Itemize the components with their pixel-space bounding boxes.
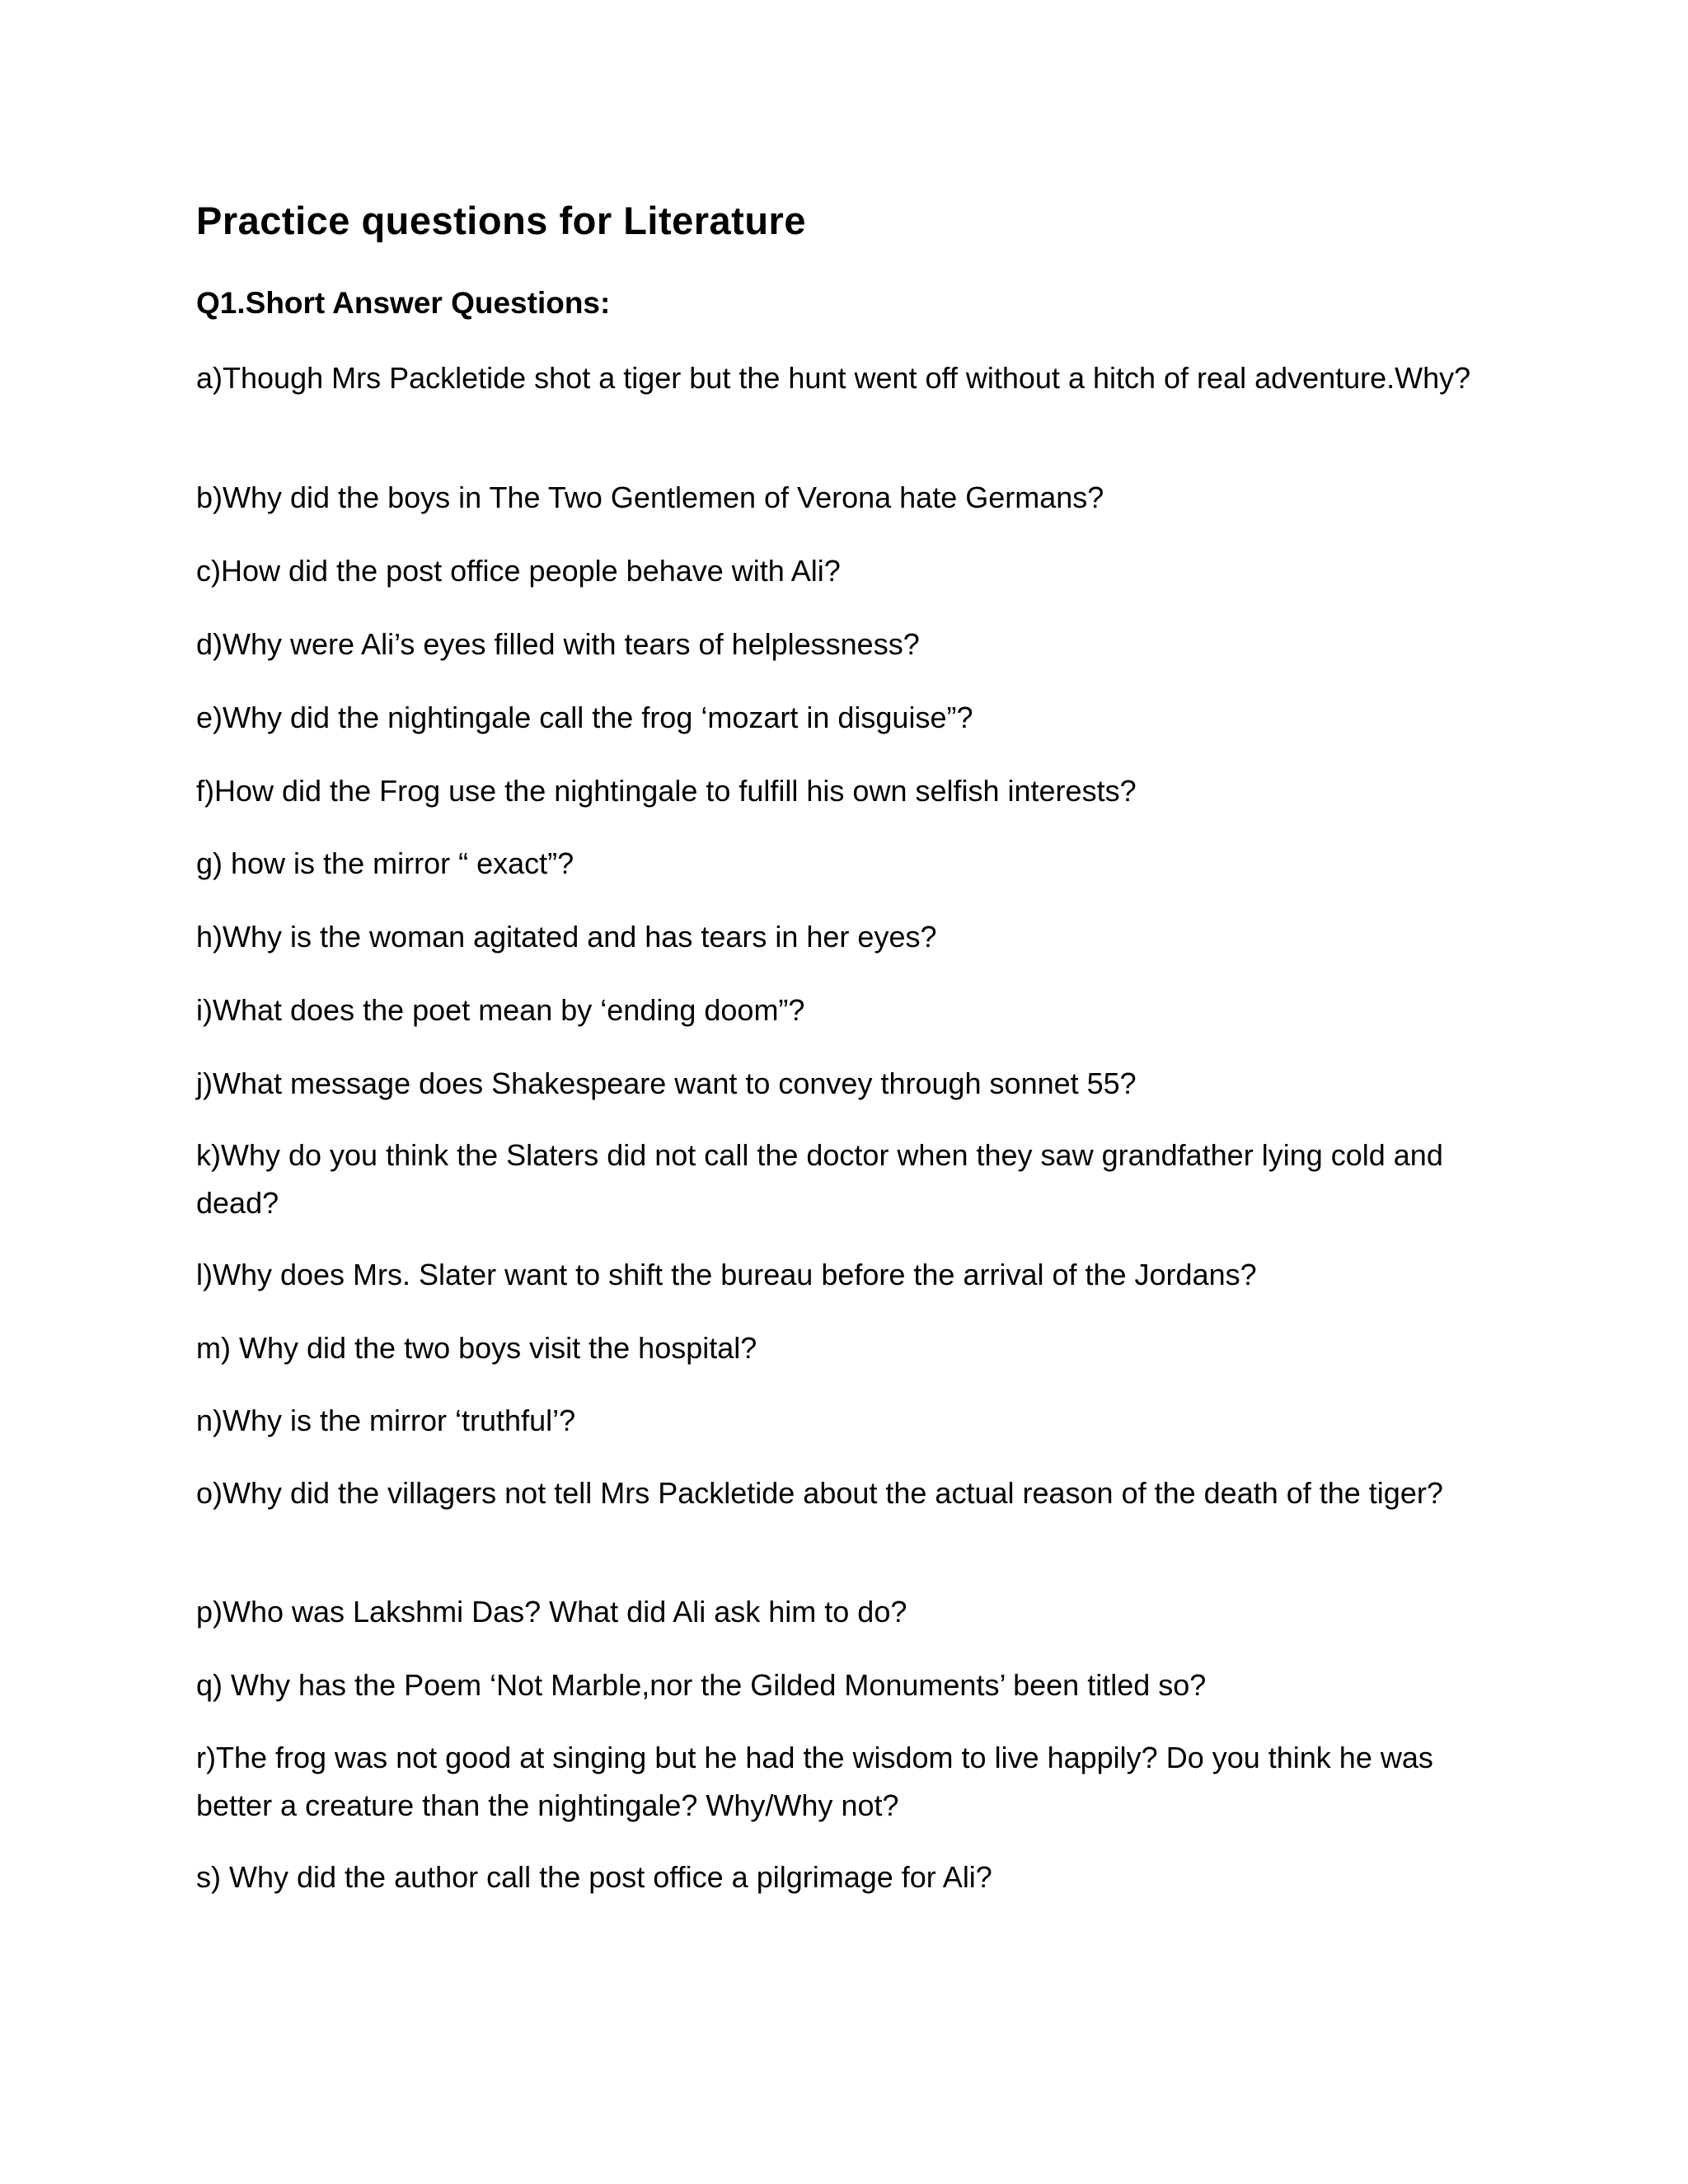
question-e: e)Why did the nightingale call the frog ‘mozart in disguise”? <box>196 701 973 734</box>
question-b: b)Why did the boys in The Two Gentlemen of Verona hate Germans? <box>196 480 1104 514</box>
question-o: o)Why did the villagers not tell Mrs Packletide about the actual reason of the death of the tiger? <box>196 1476 1443 1510</box>
question-r: r)The frog was not good at singing but he had the wisdom to live happily? Do you think he was better a creature than the nightingale? Why/Why not? <box>196 1741 1433 1822</box>
question-p: p)Who was Lakshmi Das? What did Ali ask him to do? <box>196 1595 907 1629</box>
question-g: g) how is the mirror “ exact”? <box>196 846 574 880</box>
question-j: j)What message does Shakespeare want to convey through sonnet 55? <box>196 1066 1137 1100</box>
question-n: n)Why is the mirror ‘truthful’? <box>196 1404 576 1437</box>
section-heading: Q1.Short Answer Questions: <box>196 286 611 320</box>
question-c: c)How did the post office people behave with Ali? <box>196 554 841 588</box>
question-l: l)Why does Mrs. Slater want to shift the bureau before the arrival of the Jordans? <box>196 1258 1257 1291</box>
question-m: m) Why did the two boys visit the hospital? <box>196 1331 757 1365</box>
question-a: a)Though Mrs Packletide shot a tiger but the hunt went off without a hitch of real adventure.Why? <box>196 361 1471 395</box>
question-s: s) Why did the author call the post office a pilgrimage for Ali? <box>196 1860 992 1894</box>
question-d: d)Why were Ali’s eyes filled with tears of helplessness? <box>196 627 920 661</box>
question-h: h)Why is the woman agitated and has tears in her eyes? <box>196 920 937 954</box>
question-q: q) Why has the Poem ‘Not Marble,nor the Gilded Monuments’ been titled so? <box>196 1668 1207 1702</box>
question-k: k)Why do you think the Slaters did not call the doctor when they saw grandfather lying cold and dead? <box>196 1138 1443 1220</box>
page-title: Practice questions for Literature <box>196 199 806 242</box>
question-f: f)How did the Frog use the nightingale to fulfill his own selfish interests? <box>196 774 1137 808</box>
question-i: i)What does the poet mean by ‘ending doom”? <box>196 993 805 1027</box>
